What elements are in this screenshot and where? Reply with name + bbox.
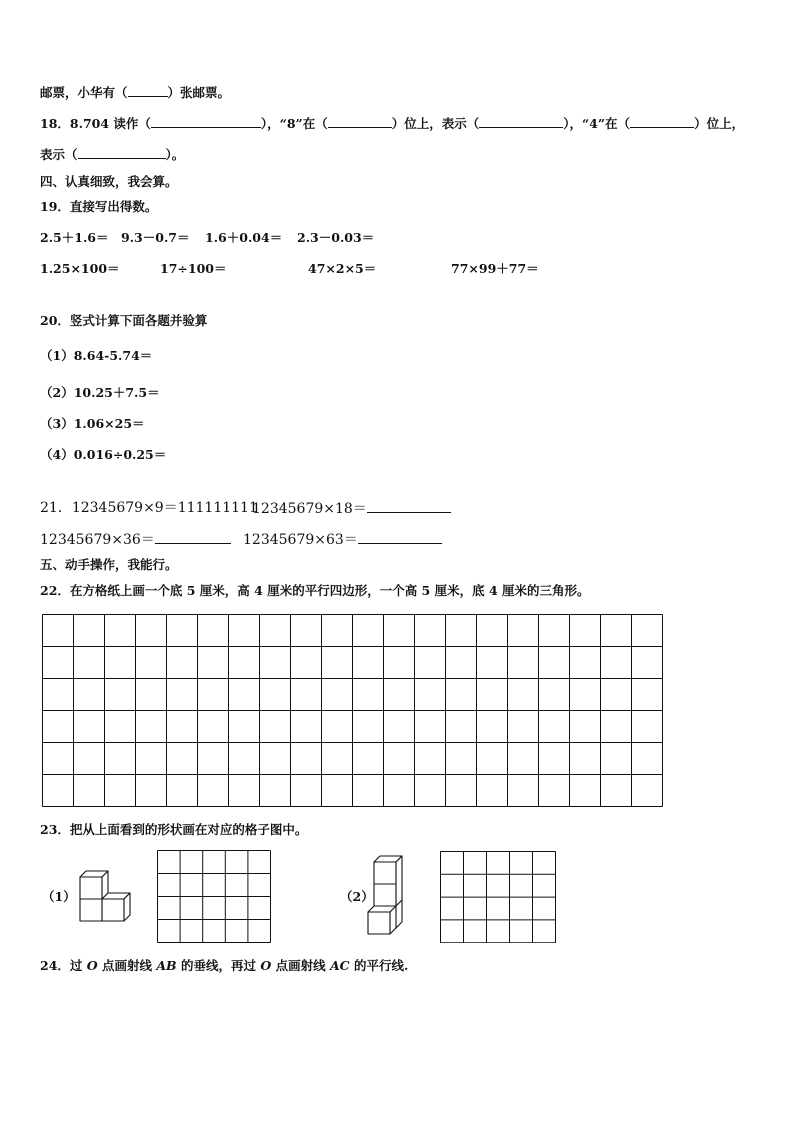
q24-point-o-1: O bbox=[86, 958, 98, 973]
q21-blank-36[interactable] bbox=[155, 531, 231, 544]
q22-grid-paper[interactable] bbox=[42, 614, 664, 808]
q19-row1-item2: 9.3－0.7＝ bbox=[121, 230, 190, 245]
q24-point-o-2: O bbox=[260, 958, 272, 973]
q23-cube-figure-2 bbox=[366, 854, 414, 940]
q23-label-2: （2） bbox=[340, 889, 374, 904]
q18-blank-read[interactable] bbox=[151, 115, 261, 128]
q24-part-3: 的垂线，再过 bbox=[176, 958, 261, 973]
q18-blank-mean4[interactable] bbox=[78, 146, 166, 159]
q18-line1 bbox=[40, 115, 744, 132]
q23-cube-figure-1 bbox=[72, 865, 132, 931]
q24-ray-ac: AC bbox=[329, 958, 350, 973]
q19-row2-item3: 47×2×5＝ bbox=[308, 261, 377, 276]
q21-line2-b bbox=[243, 531, 442, 548]
q17-blank[interactable] bbox=[128, 84, 168, 97]
q21-text-a: 21．12345679×9＝111111111 bbox=[40, 500, 258, 516]
q24-part-1: 24．过 bbox=[40, 958, 87, 973]
q20-title: 20．竖式计算下面各题并验算 bbox=[40, 313, 208, 328]
section-4-heading: 四、认真细致，我会算。 bbox=[40, 174, 178, 189]
q18-text-c: ）位上，表示（ bbox=[391, 116, 480, 131]
q24-part-2: 点画射线 bbox=[97, 958, 157, 973]
q23-label-1: （1） bbox=[42, 889, 76, 904]
q19-row1-item1: 2.5＋1.6＝ bbox=[40, 230, 109, 245]
q18-blank-place4[interactable] bbox=[630, 115, 694, 128]
q18-text-f: 表示（ bbox=[40, 147, 78, 162]
q24-part-4: 点画射线 bbox=[271, 958, 330, 973]
q18-line2 bbox=[40, 146, 184, 163]
q18-text-d: ），“4”在（ bbox=[563, 116, 631, 131]
q17-text-before: 邮票，小华有（ bbox=[40, 85, 128, 100]
q19-row1-item4: 2.3－0.03＝ bbox=[297, 230, 375, 245]
q19-row2-item1: 1.25×100＝ bbox=[40, 261, 120, 276]
q19-row2-item2: 17÷100＝ bbox=[160, 261, 227, 276]
q21-text-b: 12345679×18＝ bbox=[252, 501, 367, 517]
q24-ray-ab: AB bbox=[156, 958, 177, 973]
q24-part-5: 的平行线. bbox=[349, 958, 409, 973]
q20-item-2: （2）10.25＋7.5＝ bbox=[40, 385, 160, 400]
q21-line1 bbox=[40, 500, 258, 516]
q21-line2-a bbox=[40, 531, 231, 548]
q24-text bbox=[40, 958, 408, 974]
q23-grid-2[interactable] bbox=[440, 851, 556, 943]
q23-title: 23．把从上面看到的形状画在对应的格子图中。 bbox=[40, 822, 308, 837]
q18-blank-place8[interactable] bbox=[328, 115, 392, 128]
q19-row1-item3: 1.6＋0.04＝ bbox=[205, 230, 283, 245]
q22-title: 22．在方格纸上画一个底 5 厘米，高 4 厘米的平行四边形，一个高 5 厘米，底 4 厘米的三角形。 bbox=[40, 583, 590, 598]
q19-title: 19．直接写出得数。 bbox=[40, 199, 158, 214]
q18-text-e: ）位上， bbox=[694, 116, 745, 131]
q18-text-g: ）。 bbox=[165, 147, 185, 162]
q19-row2-item4: 77×99＋77＝ bbox=[451, 261, 539, 276]
q23-grid-1[interactable] bbox=[157, 850, 271, 943]
q21-line1-b bbox=[252, 500, 451, 517]
q21-text-d: 12345679×63＝ bbox=[243, 532, 358, 548]
q17-tail bbox=[40, 84, 230, 101]
section-5-heading: 五、动手操作，我能行。 bbox=[40, 557, 178, 572]
q17-text-after: ）张邮票。 bbox=[167, 85, 231, 100]
q20-item-3: （3）1.06×25＝ bbox=[40, 416, 145, 431]
q18-text-a: 18．8.704 读作（ bbox=[40, 116, 151, 131]
q18-text-b: ），“8”在（ bbox=[260, 116, 328, 131]
q20-item-1: （1）8.64-5.74＝ bbox=[40, 348, 153, 363]
q21-blank-63[interactable] bbox=[358, 531, 442, 544]
q21-blank-18[interactable] bbox=[367, 500, 451, 513]
q21-text-c: 12345679×36＝ bbox=[40, 532, 155, 548]
q20-item-4: （4）0.016÷0.25＝ bbox=[40, 447, 167, 462]
q18-blank-mean8[interactable] bbox=[479, 115, 563, 128]
